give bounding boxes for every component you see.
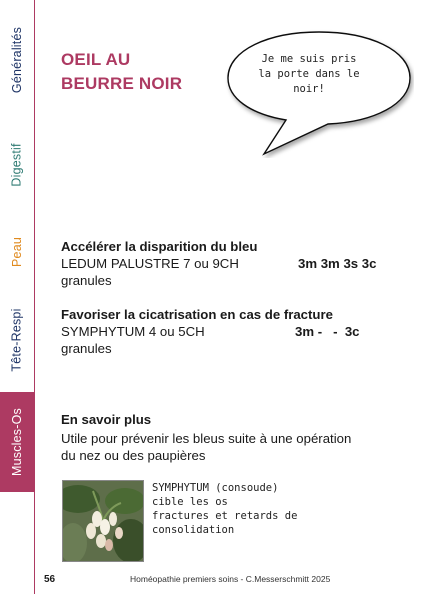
section-tabs	[0, 0, 34, 594]
symphytum-note	[152, 481, 352, 537]
tab-tete-respi[interactable]	[0, 292, 34, 388]
tab-digestif-label: Digestif	[10, 143, 24, 187]
section-1-remedy: LEDUM PALUSTRE 7 ou 9CH	[61, 256, 239, 271]
symphytum-photo	[62, 480, 144, 562]
tab-tete-respi-label: Tête-Respi	[10, 308, 25, 372]
tab-generalites[interactable]	[0, 10, 34, 110]
note-line-2: cible les os	[152, 496, 228, 508]
speech-bubble-text	[234, 52, 384, 97]
bubble-line-3: noir!	[293, 83, 325, 95]
section-1-form: granules	[61, 273, 112, 288]
section-2-heading: Favoriser la cicatrisation en cas de fracture	[61, 307, 333, 322]
page-title	[61, 48, 182, 96]
section-2-dosage: 3m - - 3c	[295, 324, 360, 339]
more-info-section	[61, 411, 391, 464]
section-1-dosage: 3m 3m 3s 3c	[298, 256, 377, 271]
note-line-4: consolidation	[152, 524, 235, 536]
bubble-line-2: la porte dans le	[258, 68, 360, 80]
remedy-section-2	[61, 306, 391, 357]
section-2-remedy-line	[61, 323, 391, 340]
tab-peau[interactable]	[0, 222, 34, 282]
page-number: 56	[44, 574, 56, 585]
tab-digestif[interactable]	[0, 120, 34, 210]
section-1-heading: Accélérer la disparition du bleu	[61, 239, 258, 254]
more-info-line-1: Utile pour prévenir les bleus suite à une opération	[61, 431, 352, 446]
more-info-heading: En savoir plus	[61, 412, 152, 427]
note-line-3: fractures et retards de	[152, 510, 298, 522]
bubble-line-1: Je me suis pris	[261, 53, 357, 65]
tab-generalites-label: Généralités	[10, 26, 24, 94]
section-2-form: granules	[61, 341, 112, 356]
footer-text: Homéopathie premiers soins - C.Messerschmitt 2025	[130, 574, 331, 584]
tab-muscles-os-label: Muscles-Os	[10, 408, 25, 476]
tab-muscles-os[interactable]	[0, 392, 34, 492]
title-line-1: OEIL AU	[61, 50, 131, 69]
symphytum-plant-illustration	[63, 481, 143, 561]
tab-divider	[34, 0, 35, 594]
more-info-line-2: du nez ou des paupières	[61, 448, 206, 463]
tab-peau-label: Peau	[10, 237, 24, 267]
title-line-2: BEURRE NOIR	[61, 74, 183, 93]
section-2-remedy: SYMPHYTUM 4 ou 5CH	[61, 324, 205, 339]
note-line-1: SYMPHYTUM (consoude)	[152, 482, 279, 494]
section-1-remedy-line	[61, 255, 391, 272]
remedy-section-1	[61, 238, 391, 289]
